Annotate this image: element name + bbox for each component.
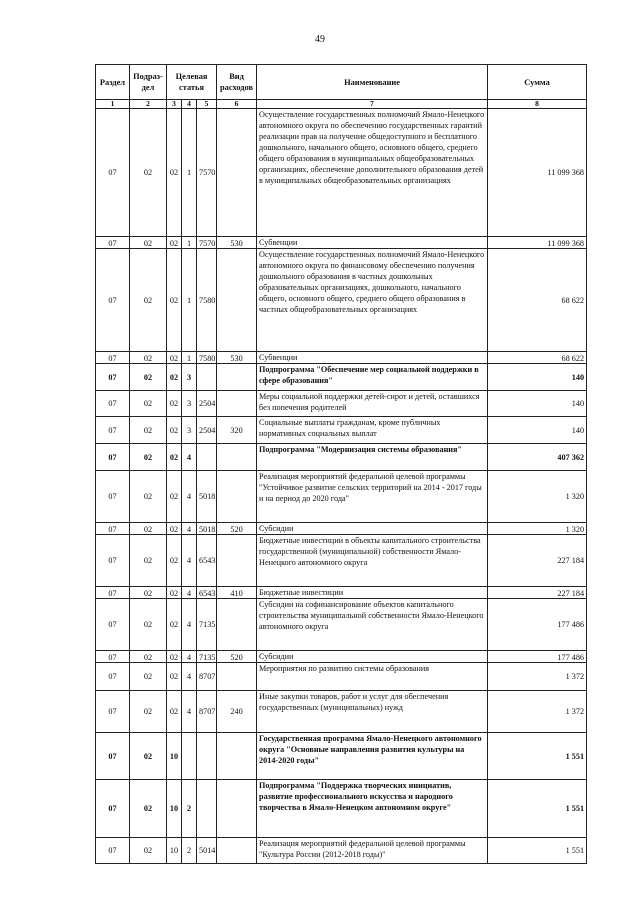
cell-statya-subprogram: 4: [182, 599, 197, 651]
header-podrazdel: Подраз-дел: [130, 65, 167, 100]
cell-statya-code: 7135: [197, 599, 217, 651]
cell-naimenovanie: Субвенции: [257, 352, 488, 364]
cell-razdel: 07: [96, 535, 130, 587]
cell-statya-subprogram: 3: [182, 391, 197, 417]
cell-vid-rashodov: 530: [217, 352, 257, 364]
cell-statya-subprogram: 4: [182, 523, 197, 535]
cell-vid-rashodov: 520: [217, 651, 257, 663]
cell-statya-code: 7570: [197, 109, 217, 237]
cell-razdel: 07: [96, 587, 130, 599]
table-row: [96, 651, 587, 663]
column-number: 1: [96, 100, 130, 109]
cell-razdel: 07: [96, 780, 130, 838]
cell-statya-code: 6543: [197, 535, 217, 587]
cell-podrazdel: 02: [130, 352, 167, 364]
cell-statya-program: 02: [167, 663, 182, 691]
cell-naimenovanie: Подпрограмма "Модернизация системы образования": [257, 444, 488, 471]
cell-statya-subprogram: 3: [182, 364, 197, 391]
table-row: [96, 838, 587, 864]
cell-vid-rashodov: 530: [217, 237, 257, 249]
table-row: [96, 587, 587, 599]
cell-statya-subprogram: 4: [182, 535, 197, 587]
table-row: [96, 364, 587, 391]
cell-vid-rashodov: [217, 391, 257, 417]
cell-razdel: 07: [96, 523, 130, 535]
cell-statya-code: 7580: [197, 352, 217, 364]
cell-razdel: 07: [96, 352, 130, 364]
cell-podrazdel: 02: [130, 364, 167, 391]
cell-summa: 68 622: [488, 249, 587, 352]
cell-vid-rashodov: [217, 364, 257, 391]
cell-statya-program: 02: [167, 535, 182, 587]
cell-podrazdel: 02: [130, 417, 167, 444]
header-naimenovanie: Наименование: [257, 65, 488, 100]
cell-statya-subprogram: 4: [182, 663, 197, 691]
header-razdel: Раздел: [96, 65, 130, 100]
column-number: 4: [182, 100, 197, 109]
cell-podrazdel: 02: [130, 780, 167, 838]
header-celevaya-statya: Целевая статья: [167, 65, 217, 100]
cell-podrazdel: 02: [130, 391, 167, 417]
cell-vid-rashodov: [217, 535, 257, 587]
table-row: [96, 691, 587, 733]
cell-podrazdel: 02: [130, 587, 167, 599]
budget-table: [95, 64, 587, 864]
cell-statya-code: [197, 444, 217, 471]
cell-statya-code: 5018: [197, 471, 217, 523]
cell-naimenovanie: Субсидии на софинансирование объектов капитального строительства муниципальной собственности Ямало-Ненецкого автономного округа: [257, 599, 488, 651]
cell-statya-code: 7570: [197, 237, 217, 249]
cell-razdel: 07: [96, 444, 130, 471]
cell-statya-program: 02: [167, 691, 182, 733]
table-row: [96, 237, 587, 249]
table-row: [96, 391, 587, 417]
cell-vid-rashodov: [217, 663, 257, 691]
cell-naimenovanie: Подпрограмма "Поддержка творческих инициатив, развитие профессионального искусства и народного творчества в Ямало-Ненецком автономном округе": [257, 780, 488, 838]
cell-statya-program: 02: [167, 109, 182, 237]
cell-summa: 68 622: [488, 352, 587, 364]
cell-naimenovanie: Бюджетные инвестиции в объекты капитального строительства государственной (муниципальной) собственности Ямало-Ненецкого автономного округа: [257, 535, 488, 587]
table-row: [96, 599, 587, 651]
cell-statya-subprogram: 4: [182, 691, 197, 733]
cell-vid-rashodov: [217, 109, 257, 237]
cell-statya-program: 02: [167, 364, 182, 391]
cell-podrazdel: 02: [130, 651, 167, 663]
cell-statya-program: 02: [167, 249, 182, 352]
cell-naimenovanie: Реализация мероприятий федеральной целевой программы "Культура России (2012-2018 годы)": [257, 838, 488, 864]
cell-statya-code: [197, 780, 217, 838]
cell-razdel: 07: [96, 599, 130, 651]
cell-statya-program: 02: [167, 651, 182, 663]
cell-statya-code: 8707: [197, 691, 217, 733]
cell-razdel: 07: [96, 471, 130, 523]
cell-statya-subprogram: 4: [182, 471, 197, 523]
cell-razdel: 07: [96, 109, 130, 237]
cell-naimenovanie: Субсидии: [257, 523, 488, 535]
cell-statya-code: 7580: [197, 249, 217, 352]
cell-summa: 227 184: [488, 535, 587, 587]
cell-naimenovanie: Социальные выплаты гражданам, кроме публичных нормативных социальных выплат: [257, 417, 488, 444]
cell-podrazdel: 02: [130, 471, 167, 523]
cell-razdel: 07: [96, 691, 130, 733]
header-row: [96, 65, 587, 100]
cell-summa: 1 320: [488, 471, 587, 523]
cell-naimenovanie: Бюджетные инвестиции: [257, 587, 488, 599]
cell-statya-program: 02: [167, 444, 182, 471]
cell-naimenovanie: Меры социальной поддержки детей-сирот и детей, оставшихся без попечения родителей: [257, 391, 488, 417]
cell-podrazdel: 02: [130, 523, 167, 535]
cell-vid-rashodov: [217, 444, 257, 471]
cell-statya-program: 02: [167, 417, 182, 444]
cell-statya-program: 02: [167, 587, 182, 599]
cell-naimenovanie: Мероприятия по развитию системы образования: [257, 663, 488, 691]
table-row: [96, 417, 587, 444]
cell-statya-program: 02: [167, 352, 182, 364]
cell-statya-code: 5018: [197, 523, 217, 535]
cell-podrazdel: 02: [130, 599, 167, 651]
cell-summa: 140: [488, 417, 587, 444]
cell-statya-program: 02: [167, 471, 182, 523]
cell-statya-subprogram: 4: [182, 587, 197, 599]
cell-statya-subprogram: 2: [182, 780, 197, 838]
cell-naimenovanie: Осуществление государственных полномочий Ямало-Ненецкого автономного округа по обеспечению государственных гарантий реализации прав на получение общедоступного и бесплатного дошкольного, начального общего, основного общего, среднего общего образования в муниципальных общеобразовательных организациях, обеспечение дополнительного образования детей в муниципальных общеобразовательных организациях: [257, 109, 488, 237]
cell-summa: 1 372: [488, 691, 587, 733]
cell-statya-code: 6543: [197, 587, 217, 599]
table-row: [96, 471, 587, 523]
cell-vid-rashodov: [217, 471, 257, 523]
cell-statya-program: 10: [167, 733, 182, 780]
cell-podrazdel: 02: [130, 691, 167, 733]
cell-statya-code: 8707: [197, 663, 217, 691]
header-vid-rashodov: Вид расходов: [217, 65, 257, 100]
cell-summa: 227 184: [488, 587, 587, 599]
cell-razdel: 07: [96, 663, 130, 691]
cell-statya-code: 5014: [197, 838, 217, 864]
cell-statya-program: 02: [167, 523, 182, 535]
cell-vid-rashodov: 410: [217, 587, 257, 599]
cell-razdel: 07: [96, 391, 130, 417]
cell-razdel: 07: [96, 733, 130, 780]
cell-statya-subprogram: 1: [182, 237, 197, 249]
cell-vid-rashodov: [217, 733, 257, 780]
cell-razdel: 07: [96, 237, 130, 249]
cell-naimenovanie: Государственная программа Ямало-Ненецкого автономного округа "Основные направления развития культуры на 2014-2020 годы": [257, 733, 488, 780]
column-number: 8: [488, 100, 587, 109]
cell-statya-subprogram: 4: [182, 444, 197, 471]
cell-statya-subprogram: [182, 733, 197, 780]
cell-razdel: 07: [96, 249, 130, 352]
cell-statya-code: [197, 733, 217, 780]
cell-summa: 1 320: [488, 523, 587, 535]
cell-statya-program: 10: [167, 780, 182, 838]
table-row: [96, 109, 587, 237]
cell-statya-subprogram: 3: [182, 417, 197, 444]
cell-statya-program: 02: [167, 237, 182, 249]
cell-statya-code: 2504: [197, 417, 217, 444]
cell-podrazdel: 02: [130, 249, 167, 352]
cell-naimenovanie: Субсидии: [257, 651, 488, 663]
table-row: [96, 249, 587, 352]
cell-podrazdel: 02: [130, 444, 167, 471]
column-number: 5: [197, 100, 217, 109]
cell-statya-program: 02: [167, 391, 182, 417]
table-row: [96, 523, 587, 535]
cell-podrazdel: 02: [130, 535, 167, 587]
cell-summa: 177 486: [488, 599, 587, 651]
column-number: 2: [130, 100, 167, 109]
cell-vid-rashodov: [217, 249, 257, 352]
cell-naimenovanie: Реализация мероприятий федеральной целевой программы "Устойчивое развитие сельских территорий на 2014 - 2017 годы и на период до 2020 года": [257, 471, 488, 523]
cell-razdel: 07: [96, 651, 130, 663]
cell-statya-code: [197, 364, 217, 391]
cell-statya-subprogram: 1: [182, 109, 197, 237]
cell-statya-subprogram: 1: [182, 352, 197, 364]
cell-podrazdel: 02: [130, 109, 167, 237]
column-number: 6: [217, 100, 257, 109]
column-number: 7: [257, 100, 488, 109]
cell-vid-rashodov: 320: [217, 417, 257, 444]
table-row: [96, 663, 587, 691]
cell-vid-rashodov: [217, 599, 257, 651]
cell-vid-rashodov: 520: [217, 523, 257, 535]
cell-vid-rashodov: 240: [217, 691, 257, 733]
table-row: [96, 444, 587, 471]
cell-razdel: 07: [96, 364, 130, 391]
cell-summa: 1 372: [488, 663, 587, 691]
cell-razdel: 07: [96, 838, 130, 864]
cell-vid-rashodov: [217, 838, 257, 864]
header-summa: Сумма: [488, 65, 587, 100]
cell-podrazdel: 02: [130, 663, 167, 691]
cell-podrazdel: 02: [130, 733, 167, 780]
cell-vid-rashodov: [217, 780, 257, 838]
cell-summa: 1 551: [488, 780, 587, 838]
column-number: 3: [167, 100, 182, 109]
cell-summa: 407 362: [488, 444, 587, 471]
cell-statya-program: 02: [167, 599, 182, 651]
cell-podrazdel: 02: [130, 237, 167, 249]
table-row: [96, 780, 587, 838]
cell-statya-subprogram: 2: [182, 838, 197, 864]
cell-summa: 11 099 368: [488, 109, 587, 237]
cell-naimenovanie: Подпрограмма "Обеспечение мер социальной поддержки в сфере образования": [257, 364, 488, 391]
table-row: [96, 733, 587, 780]
cell-summa: 1 551: [488, 838, 587, 864]
column-number-row: [96, 100, 587, 109]
cell-summa: 177 486: [488, 651, 587, 663]
cell-naimenovanie: Субвенции: [257, 237, 488, 249]
cell-podrazdel: 02: [130, 838, 167, 864]
cell-statya-code: 2504: [197, 391, 217, 417]
cell-naimenovanie: Иные закупки товаров, работ и услуг для обеспечения государственных (муниципальных) нужд: [257, 691, 488, 733]
cell-statya-subprogram: 4: [182, 651, 197, 663]
cell-statya-subprogram: 1: [182, 249, 197, 352]
cell-summa: 11 099 368: [488, 237, 587, 249]
cell-summa: 1 551: [488, 733, 587, 780]
cell-summa: 140: [488, 364, 587, 391]
table-row: [96, 535, 587, 587]
cell-naimenovanie: Осуществление государственных полномочий Ямало-Ненецкого автономного округа по финансовому обеспечению получения дошкольного образования в частных дошкольных образовательных организациях, дошкольного, начального общего, основного общего, среднего общего образования в частных общеобразовательных организациях: [257, 249, 488, 352]
cell-summa: 140: [488, 391, 587, 417]
page-number: 49: [315, 34, 325, 45]
cell-razdel: 07: [96, 417, 130, 444]
table-row: [96, 352, 587, 364]
cell-statya-program: 10: [167, 838, 182, 864]
cell-statya-code: 7135: [197, 651, 217, 663]
